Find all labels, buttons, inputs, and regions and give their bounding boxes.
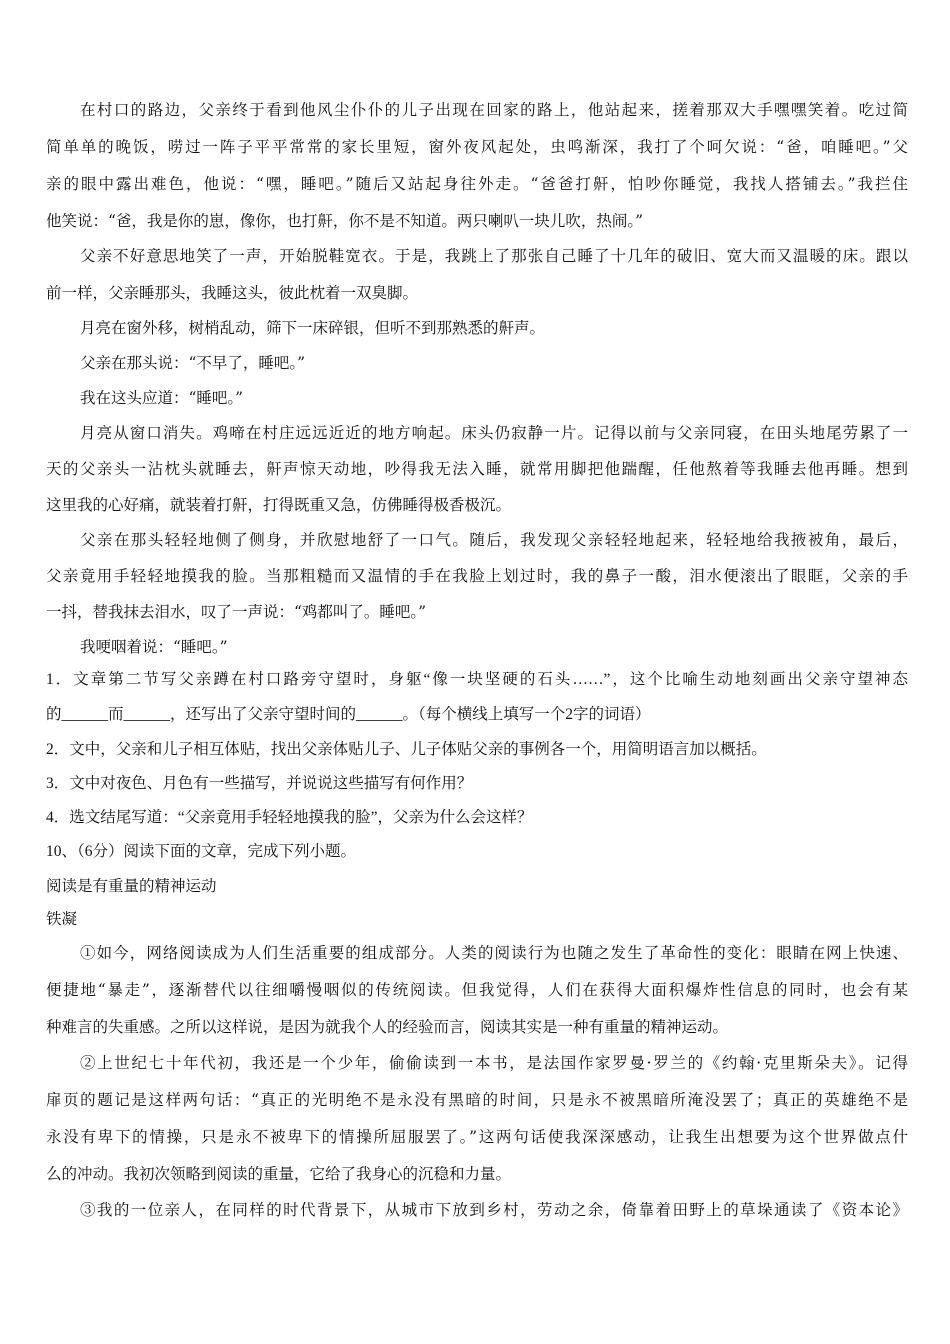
story-text-line: 天的父亲头一沾枕头就睡去，鼾声惊天动地，吵得我无法入睡，就常用脚把他踹醒，任他熬着等我睡去他再睡。想到 <box>46 460 908 478</box>
question-4: 4．选文结尾写道：“父亲竟用手轻轻地摸我的脸”，父亲为什么会这样？ <box>46 809 533 826</box>
article-text-line: 么的冲动。我初次领略到阅读的重量，它给了我身心的沉稳和力量。 <box>46 1165 512 1183</box>
story-text-line: 父亲在那头说：“不早了，睡吧。” <box>80 354 306 372</box>
story-text-line: 一抖，替我抹去泪水，叹了一声说：“鸡都叫了。睡吧。” <box>46 603 427 621</box>
article-text-line: 便捷地“暴走”，逐渐替代以往细嚼慢咽似的传统阅读。但我觉得，人们在获得大面积爆炸性信息的同时，也会有某 <box>46 981 908 999</box>
story-text-line: 亲的眼中露出难色，他说：“嘿，睡吧。”随后又站起身往外走。“爸爸打鼾，怕吵你睡觉，我找人搭铺去。”我拦住 <box>46 175 908 193</box>
story-text-line: 前一样，父亲睡那头，我睡这头，彼此枕着一双臭脚。 <box>46 284 419 302</box>
question-1-line: 的______而______，还写出了父亲守望时间的______。（每个横线上填写一个2字的词语） <box>46 706 651 723</box>
article-text-line: 扉页的题记是这样两句话：“真正的光明绝不是永没有黑暗的时间，只是永不被黑暗所淹没罢了；真正的英雄绝不是 <box>46 1091 908 1109</box>
story-text-line: 简单单的晚饭，唠过一阵子平平常常的家长里短，窗外夜风起处，虫鸣渐深，我打了个呵欠说：“爸，咱睡吧。”父 <box>46 138 908 156</box>
story-text-line: 父亲不好意思地笑了一声，开始脱鞋宽衣。于是，我跳上了那张自己睡了十几年的破旧、宽大而又温暖的床。跟以 <box>80 247 908 265</box>
article-text-line: ①如今，网络阅读成为人们生活重要的组成部分。人类的阅读行为也随之发生了革命性的变化：眼睛在网上快速、 <box>80 944 908 962</box>
story-text-line: 我在这头应道：“睡吧。” <box>80 389 244 407</box>
article-text-line: 永没有卑下的情操，只是永不被卑下的情操所屈服罢了。”这两句话使我深深感动，让我生出想要为这个世界做点什 <box>46 1128 908 1146</box>
article-title: 阅读是有重量的精神运动 <box>46 877 217 895</box>
story-text-line: 在村口的路边，父亲终于看到他风尘仆仆的儿子出现在回家的路上，他站起来，搓着那双大手嘿嘿笑着。吃过简 <box>80 101 908 119</box>
article-text-line: 种难言的失重感。之所以这样说，是因为就我个人的经验而言，阅读其实是一种有重量的精神运动。 <box>46 1018 729 1036</box>
question-2: 2．文中，父亲和儿子相互体贴，找出父亲体贴儿子、儿子体贴父亲的事例各一个，用简明语言加以概括。 <box>46 741 767 758</box>
article-author: 铁凝 <box>46 910 78 928</box>
story-text-line: 他笑说：“爸，我是你的崽，像你，也打鼾，你不是不知道。两只喇叭一块儿吹，热闹。” <box>46 212 644 230</box>
story-text-line: 月亮从窗口消失。鸡啼在村庄远远近近的地方响起。床头仍寂静一片。记得以前与父亲同寝，在田头地尾劳累了一 <box>80 424 908 442</box>
question-1-line: 1．文章第二节写父亲蹲在村口路旁守望时，身躯“像一块坚硬的石头……”，这个比喻生动地刻画出父亲守望神态 <box>46 671 908 688</box>
story-text-line: 月亮在窗外移，树梢乱动，筛下一床碎银，但听不到那熟悉的鼾声。 <box>80 319 546 337</box>
article-text-line: ②上世纪七十年代初，我还是一个少年，偷偷读到一本书，是法国作家罗曼·罗兰的《约翰·克里斯朵夫》。记得 <box>80 1054 908 1072</box>
story-text-line: 父亲在那头轻轻地侧了侧身，并欣慰地舒了一口气。随后，我发现父亲轻轻地起来，轻轻地给我掖被角，最后， <box>80 531 908 549</box>
question-3: 3．文中对夜色、月色有一些描写，并说说这些描写有何作用？ <box>46 775 473 792</box>
story-text-line: 我哽咽着说：“睡吧。” <box>80 638 228 656</box>
article-text-line: ③我的一位亲人，在同样的时代背景下，从城市下放到乡村，劳动之余，倚靠着田野上的草垛通读了《资本论》 <box>80 1201 908 1219</box>
section-10-heading: 10、（6分）阅读下面的文章，完成下列小题。 <box>46 843 357 860</box>
story-text-line: 这里我的心好痛，就装着打鼾，打得既重又急，仿佛睡得极香极沉。 <box>46 496 512 514</box>
story-text-line: 父亲竟用手轻轻地摸我的脸。当那粗糙而又温情的手在我脸上划过时，我的鼻子一酸，泪水便滚出了眼眶，父亲的手 <box>46 567 908 585</box>
